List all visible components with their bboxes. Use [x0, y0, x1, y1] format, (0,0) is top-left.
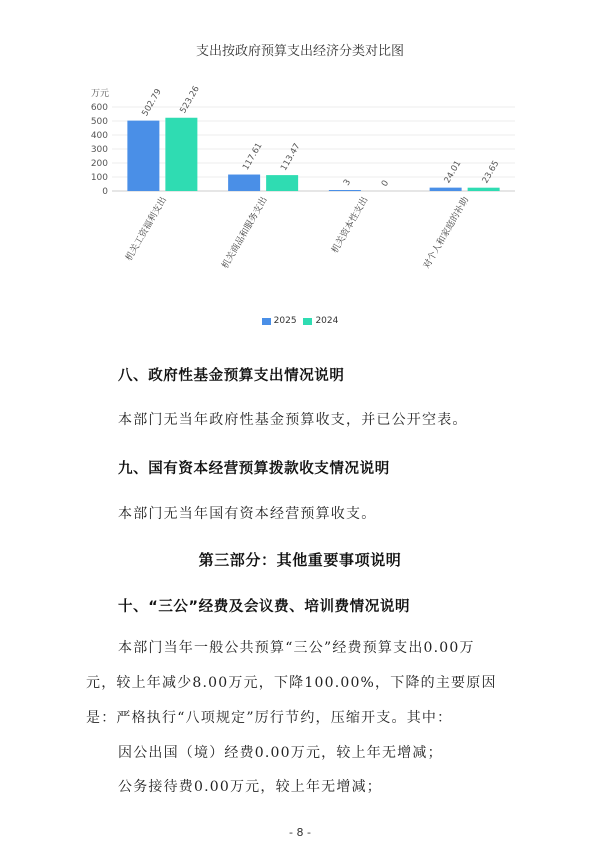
section-10-heading: 十、“三公”经费及会议费、培训费情况说明	[118, 599, 411, 615]
section-10-para2: 因公出国（境）经费0.00万元，较上年无增减；	[118, 745, 443, 761]
bar-2025	[228, 175, 260, 191]
y-tick-label: 200	[90, 159, 108, 169]
page-number: - 8 -	[289, 826, 311, 839]
section-10-para1-line3: 是：严格执行“八项规定”厉行节约，压缩开支。其中：	[86, 710, 453, 726]
legend-swatch-2025	[262, 318, 271, 325]
section-8-body: 本部门无当年政府性基金预算收支，并已公开空表。	[118, 412, 468, 428]
chart-legend	[0, 316, 600, 328]
data-label-2024: 523.26	[178, 84, 202, 116]
data-label-2024: 0	[379, 178, 392, 189]
y-tick-label: 0	[102, 187, 108, 197]
category-label: 对个人和家庭的补助	[422, 195, 472, 271]
y-axis-unit-label: 万元	[91, 89, 110, 99]
bar-2024	[468, 188, 500, 191]
bar-2024	[165, 118, 197, 191]
chart-title: 支出按政府预算支出经济分类对比图	[195, 44, 404, 59]
legend-swatch-2024	[303, 318, 312, 325]
data-label-2025: 3	[341, 177, 354, 188]
legend-2024	[303, 316, 338, 326]
bar-2025	[127, 121, 159, 191]
y-tick-label: 300	[90, 145, 108, 155]
bar-2024	[266, 175, 298, 191]
y-tick-label: 400	[90, 131, 108, 141]
bar-2025	[430, 188, 462, 191]
data-label-2025: 24.01	[442, 159, 464, 186]
data-label-2025: 502.79	[140, 87, 164, 119]
category-label: 机关工资福利支出	[124, 195, 169, 263]
section-9-heading: 九、国有资本经营预算拨款收支情况说明	[118, 461, 390, 477]
section-10-para1-line2: 元，较上年减少8.00万元，下降100.00%，下降的主要原因	[86, 675, 497, 691]
category-label: 机关资本性支出	[330, 195, 371, 256]
section-10-para1-line1: 本部门当年一般公共预算“三公”经费预算支出0.00万	[118, 640, 475, 656]
expenditure-bar-chart	[0, 0, 600, 330]
y-tick-label: 100	[90, 173, 108, 183]
y-tick-label: 500	[90, 117, 108, 127]
data-label-2024: 23.65	[480, 159, 502, 186]
bar-2025	[329, 190, 361, 191]
y-tick-label: 600	[90, 103, 108, 113]
part-3-heading: 第三部分：其他重要事项说明	[198, 551, 402, 569]
section-10-para3: 公务接待费0.00万元，较上年无增减；	[118, 779, 382, 795]
data-label-2025: 117.61	[241, 141, 265, 173]
legend-label-2024: 2024	[315, 316, 339, 326]
legend-2025	[262, 316, 297, 326]
section-9-body: 本部门无当年国有资本经营预算收支。	[118, 506, 377, 522]
section-8-heading: 八、政府性基金预算支出情况说明	[118, 368, 345, 384]
category-label: 机关商品和服务支出	[220, 195, 270, 271]
legend-label-2025: 2025	[273, 316, 297, 326]
data-label-2024: 113.47	[279, 141, 303, 173]
